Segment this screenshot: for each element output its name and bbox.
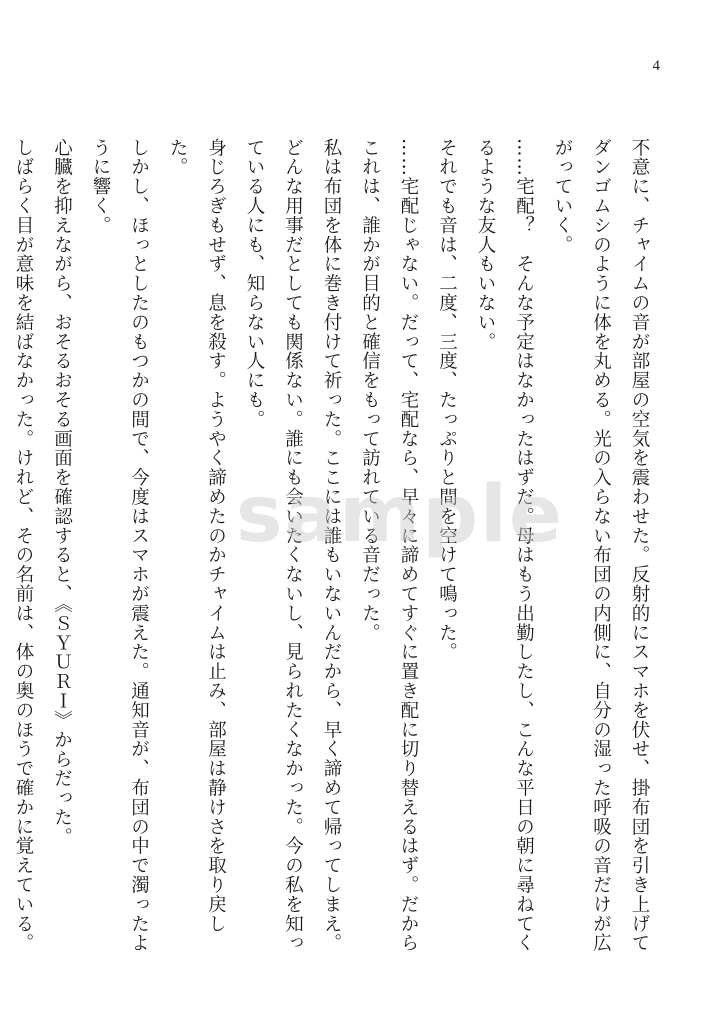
paragraph bbox=[0, 138, 4, 968]
paragraph: 心臓を抑えながら、おそるおそる画面を確認すると、《ＳＹＵＲＩ》からだった。 bbox=[51, 138, 73, 847]
paragraph: 私は布団を体に巻き付けて祈った。ここには誰もいないんだから、早く諦めて帰ってしまえ。どんな用事だとしても関係ない。誰にも会いたくないし、見られたくなかった。今の私を知っている人にも、知らない人にも。 bbox=[244, 138, 342, 953]
paragraph: ……宅配？ そんな予定はなかったはずだ。母はもう出勤したし、こんな平日の朝に尋ねてくるような友人もいない。 bbox=[475, 138, 535, 953]
paragraph: それでも音は、二度、三度、たっぷりと間を空けて鳴った。 bbox=[436, 138, 458, 662]
paragraph: ……宅配じゃない。だって、宅配なら、早々に諦めてすぐに置き配に切り替えるはず。だからこれは、誰かが目的と確信をもって訪れている音だった。 bbox=[359, 138, 419, 953]
paragraph: しばらく目が意味を結ばなかった。けれど、その名前は、体の奥のほうで確かに覚えている。 bbox=[13, 138, 34, 953]
page-number: 4 bbox=[652, 58, 660, 74]
sample-watermark: sample bbox=[236, 470, 564, 560]
body-text bbox=[13, 138, 658, 968]
paragraph: 身じろぎもせず、息を殺す。ようやく諦めたのかチャイムは止み、部屋は静けさを取り戻した。 bbox=[167, 138, 227, 934]
paragraph: 不意に、チャイムの音が部屋の空気を震わせた。反射的にスマホを伏せ、掛布団を引き上げてダンゴムシのように体を丸める。光の入らない布団の内側に、自分の湿った呼吸の音だけが広がっていく。 bbox=[552, 138, 650, 953]
paragraph: しかし、ほっとしたのもつかの間で、今度はスマホが震えた。通知音が、布団の中で濁ったように響く。 bbox=[90, 138, 150, 953]
